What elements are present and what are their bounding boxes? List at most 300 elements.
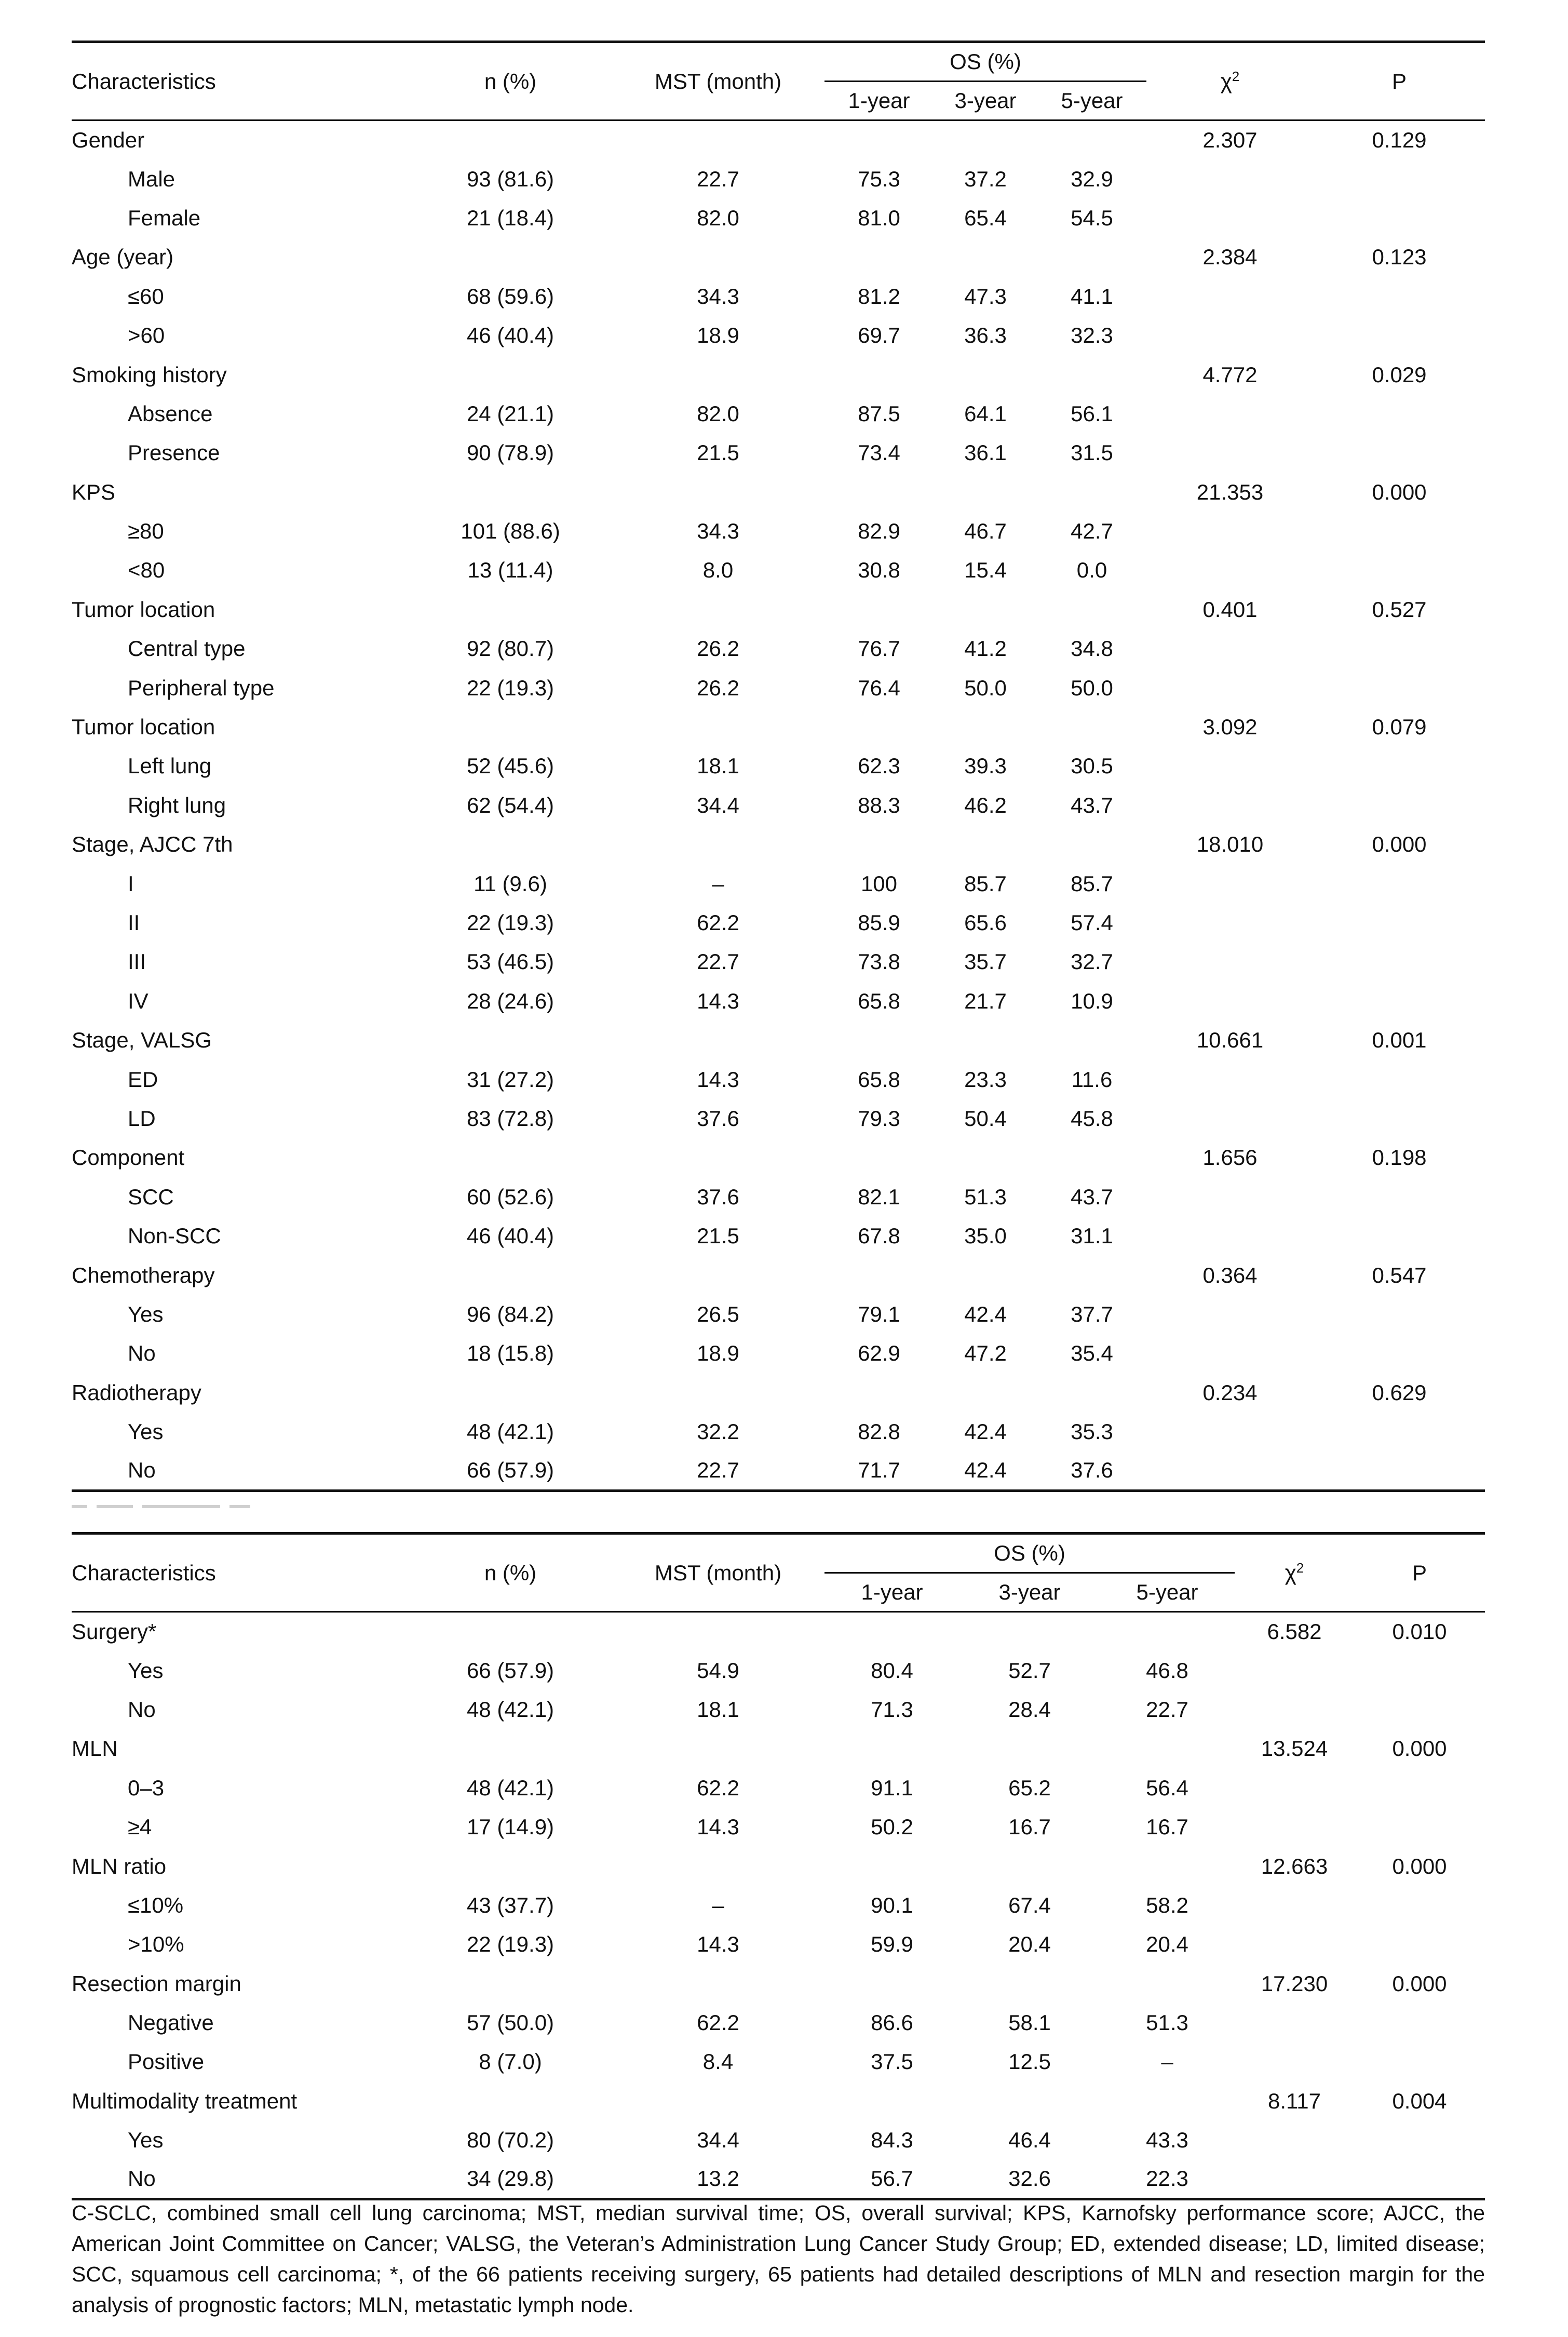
cell-n — [409, 238, 612, 277]
cell-chi2: 10.661 — [1196, 1028, 1264, 1053]
cell-y5: 16.7 — [1146, 1815, 1188, 1839]
cell-y3: 47.3 — [964, 284, 1007, 308]
table-row — [72, 747, 1485, 786]
cell-n: 46 (40.4) — [466, 1224, 555, 1248]
cell-y5: 41.1 — [1071, 284, 1113, 308]
cell-y1: 80.4 — [871, 1658, 913, 1683]
cell-mst — [612, 1256, 824, 1295]
header-mst: MST (month) — [654, 69, 782, 93]
cell-y5: 57.4 — [1071, 910, 1113, 935]
cell-y1: 73.8 — [858, 949, 900, 974]
cell-p — [1314, 903, 1485, 942]
cell-y1 — [824, 1138, 934, 1177]
cell-y1 — [824, 355, 934, 394]
cell-y1: 56.7 — [871, 2166, 913, 2191]
cell-p — [1314, 394, 1485, 433]
cell-y5: 31.1 — [1071, 1224, 1113, 1248]
table-row — [72, 864, 1485, 903]
cell-y5: 37.6 — [1071, 1458, 1113, 1483]
cell-mst: – — [712, 871, 724, 896]
cell-y1 — [824, 1373, 934, 1412]
cell-chi2 — [1146, 1412, 1314, 1451]
cell-y1 — [824, 1729, 959, 1768]
cell-y1: 82.8 — [858, 1419, 900, 1444]
cell-chi2 — [1146, 1177, 1314, 1216]
cell-y1: 65.8 — [858, 988, 900, 1013]
cell-y1 — [824, 1020, 934, 1059]
cell-p — [1314, 1334, 1485, 1373]
header-5-year: 5-year — [1136, 1580, 1198, 1604]
table-row — [72, 2003, 1485, 2042]
cell-y5 — [1037, 1373, 1146, 1412]
cell-label: Yes — [128, 1419, 164, 1444]
cell-mst: 62.2 — [697, 910, 739, 935]
table-body-1 — [72, 120, 1485, 1491]
cell-y5 — [1037, 473, 1146, 512]
table-group-row — [72, 2081, 1485, 2120]
cell-p — [1354, 2043, 1485, 2081]
cell-y3 — [934, 1138, 1037, 1177]
cell-y3: 42.4 — [964, 1301, 1007, 1326]
cell-y5: 32.9 — [1071, 166, 1113, 191]
cell-n: 34 (29.8) — [466, 2166, 555, 2191]
table-row — [72, 1334, 1485, 1373]
cell-label: Non-SCC — [128, 1224, 221, 1248]
cell-n: 31 (27.2) — [466, 1067, 555, 1092]
cell-n: 24 (21.1) — [466, 401, 555, 426]
cell-p — [1354, 2160, 1485, 2199]
header-mst: MST (month) — [654, 1560, 782, 1585]
table-row — [72, 1060, 1485, 1099]
cell-mst — [612, 1612, 824, 1651]
cell-p: 0.629 — [1372, 1380, 1427, 1405]
cell-y1 — [824, 473, 934, 512]
cell-y5: 43.7 — [1071, 1184, 1113, 1209]
table-group-row — [72, 1256, 1485, 1295]
header-chi2: $\chi^2$ — [1285, 1560, 1304, 1585]
cell-label: Age (year) — [72, 245, 174, 270]
cell-label: MLN ratio — [72, 1854, 167, 1878]
cell-chi2: 13.524 — [1261, 1736, 1328, 1761]
cell-p — [1314, 1412, 1485, 1451]
cell-y5 — [1100, 1964, 1235, 2003]
cell-y5: 43.3 — [1146, 2128, 1188, 2153]
cell-chi2: 0.234 — [1202, 1380, 1258, 1405]
cell-p — [1354, 1925, 1485, 1964]
table-group-row — [72, 238, 1485, 277]
cell-y3: 46.4 — [1008, 2128, 1051, 2153]
cell-p — [1314, 943, 1485, 982]
cell-y1: 82.1 — [858, 1184, 900, 1209]
cell-chi2 — [1146, 159, 1314, 198]
cell-y1: 76.7 — [858, 636, 900, 661]
cell-y1: 65.8 — [858, 1067, 900, 1092]
cell-n — [409, 1964, 612, 2003]
cell-chi2 — [1235, 2121, 1354, 2160]
cell-n — [409, 1847, 612, 1886]
cell-label: Central type — [128, 636, 246, 661]
cell-chi2 — [1146, 512, 1314, 550]
cell-label: IV — [128, 988, 148, 1013]
cell-mst: 18.1 — [697, 1697, 739, 1722]
cell-p — [1314, 786, 1485, 825]
cell-label: >10% — [128, 1932, 184, 1957]
cell-y1: 91.1 — [871, 1775, 913, 1800]
cell-p — [1314, 864, 1485, 903]
cell-n — [409, 1373, 612, 1412]
cell-p — [1314, 982, 1485, 1020]
cell-n: 18 (15.8) — [466, 1341, 555, 1366]
cell-y1: 73.4 — [858, 440, 900, 465]
cell-y1: 85.9 — [858, 910, 900, 935]
cell-label: Absence — [128, 401, 213, 426]
table-row — [72, 1925, 1485, 1964]
cell-y3 — [959, 1612, 1100, 1651]
cell-n: 90 (78.9) — [466, 440, 555, 465]
cell-y5: 54.5 — [1071, 205, 1113, 230]
cell-p — [1314, 434, 1485, 473]
cell-label: ≥4 — [128, 1815, 152, 1839]
cell-y1 — [824, 1612, 959, 1651]
cell-y3: 20.4 — [1008, 1932, 1051, 1957]
cell-y3: 36.1 — [964, 440, 1007, 465]
cell-y3: 41.2 — [964, 636, 1007, 661]
cell-n: 66 (57.9) — [466, 1458, 555, 1483]
cell-mst — [612, 120, 824, 159]
cell-p — [1354, 1807, 1485, 1846]
cell-n — [409, 473, 612, 512]
header-p: P — [1412, 1560, 1427, 1585]
cell-y5: 32.3 — [1071, 323, 1113, 348]
table-group-row — [72, 355, 1485, 394]
cell-n: 57 (50.0) — [466, 2010, 555, 2035]
cell-y1: 71.7 — [858, 1458, 900, 1483]
header-os: OS (%) — [824, 42, 1146, 82]
cell-y3: 65.4 — [964, 205, 1007, 230]
cell-y3: 16.7 — [1008, 1815, 1051, 1839]
cell-mst: 22.7 — [697, 949, 739, 974]
cell-p — [1314, 1099, 1485, 1138]
cell-chi2 — [1235, 1886, 1354, 1925]
table-group-row — [72, 1373, 1485, 1412]
cell-p: 0.547 — [1372, 1262, 1427, 1287]
table-row — [72, 394, 1485, 433]
cell-n: 48 (42.1) — [466, 1775, 555, 1800]
cell-n — [409, 1612, 612, 1651]
cell-n — [409, 1256, 612, 1295]
cell-y1: 82.9 — [858, 519, 900, 544]
cell-n: 8 (7.0) — [479, 2049, 542, 2074]
table-row — [72, 2160, 1485, 2199]
cell-n: 52 (45.6) — [466, 754, 555, 778]
cell-label: Negative — [128, 2010, 214, 2035]
cell-p — [1354, 1768, 1485, 1807]
cell-mst: 21.5 — [697, 440, 739, 465]
cell-y1 — [824, 2081, 959, 2120]
header-characteristics: Characteristics — [72, 1560, 216, 1585]
cell-y1: 100 — [860, 871, 898, 896]
cell-label: Stage, AJCC 7th — [72, 832, 233, 857]
cell-chi2: 21.353 — [1196, 479, 1264, 504]
table-row — [72, 159, 1485, 198]
cell-y3: 37.2 — [964, 166, 1007, 191]
cell-chi2 — [1146, 1334, 1314, 1373]
table-row — [72, 198, 1485, 237]
cell-mst: 26.2 — [697, 636, 739, 661]
cell-y3: 50.4 — [964, 1106, 1007, 1131]
cell-label: <80 — [128, 558, 165, 583]
cell-p — [1314, 629, 1485, 668]
cell-label: Smoking history — [72, 362, 227, 387]
cell-y5: 22.3 — [1146, 2166, 1188, 2191]
cell-y1 — [824, 707, 934, 746]
cell-p: 0.198 — [1372, 1145, 1427, 1170]
cell-y1 — [824, 825, 934, 864]
cell-n — [409, 2081, 612, 2120]
cell-y5: 58.2 — [1146, 1892, 1188, 1917]
cell-mst: 26.5 — [697, 1301, 739, 1326]
cell-chi2 — [1146, 1099, 1314, 1138]
cell-label: Left lung — [128, 754, 212, 778]
cell-mst: 14.3 — [697, 1932, 739, 1957]
cell-y3 — [934, 590, 1037, 629]
table-row — [72, 1216, 1485, 1255]
cell-y3: 64.1 — [964, 401, 1007, 426]
cell-mst: 18.9 — [697, 323, 739, 348]
cell-n — [409, 120, 612, 159]
cell-chi2 — [1146, 1452, 1314, 1490]
table-row — [72, 2121, 1485, 2160]
cell-n: 48 (42.1) — [466, 1697, 555, 1722]
cell-y3: 21.7 — [964, 988, 1007, 1013]
cell-chi2 — [1146, 551, 1314, 590]
cell-n: 22 (19.3) — [466, 1932, 555, 1957]
cell-n: 80 (70.2) — [466, 2128, 555, 2153]
cell-p — [1354, 1886, 1485, 1925]
cell-label: LD — [128, 1106, 156, 1131]
cell-p: 0.001 — [1372, 1028, 1427, 1053]
cell-label: Yes — [128, 1301, 164, 1326]
cell-y3 — [959, 1729, 1100, 1768]
cell-y3 — [934, 355, 1037, 394]
cell-y1 — [824, 238, 934, 277]
cell-y3: 46.2 — [964, 793, 1007, 817]
table-group-row — [72, 1729, 1485, 1768]
cell-p: 0.123 — [1372, 245, 1427, 270]
cell-n: 66 (57.9) — [466, 1658, 555, 1683]
cell-y1 — [824, 120, 934, 159]
cell-p — [1354, 1651, 1485, 1690]
cell-y5: 10.9 — [1071, 988, 1113, 1013]
cell-y1: 62.9 — [858, 1341, 900, 1366]
cell-p: 0.010 — [1392, 1619, 1447, 1644]
cell-n: 28 (24.6) — [466, 988, 555, 1013]
cell-chi2 — [1146, 668, 1314, 707]
cell-label: ≤10% — [128, 1892, 184, 1917]
cell-y3: 46.7 — [964, 519, 1007, 544]
cell-mst: 22.7 — [697, 166, 739, 191]
header-1-year: 1-year — [848, 88, 910, 113]
table-row — [72, 1651, 1485, 1690]
cell-n — [409, 1138, 612, 1177]
cell-chi2 — [1146, 629, 1314, 668]
cell-n: 83 (72.8) — [466, 1106, 555, 1131]
cell-mst — [612, 590, 824, 629]
cell-mst: 62.2 — [697, 2010, 739, 2035]
cell-y3: 47.2 — [964, 1341, 1007, 1366]
table-group-row — [72, 1020, 1485, 1059]
cell-y1: 59.9 — [871, 1932, 913, 1957]
cell-label: Chemotherapy — [72, 1262, 215, 1287]
cell-y1 — [824, 1847, 959, 1886]
cell-y3 — [934, 1373, 1037, 1412]
cell-label: Presence — [128, 440, 220, 465]
cell-y5 — [1037, 355, 1146, 394]
cell-y3: 32.6 — [1008, 2166, 1051, 2191]
cell-n: 92 (80.7) — [466, 636, 555, 661]
cell-p — [1314, 316, 1485, 355]
cell-label: Peripheral type — [128, 675, 275, 700]
cell-mst: 62.2 — [697, 1775, 739, 1800]
cell-y1: 75.3 — [858, 166, 900, 191]
cell-label: ≥80 — [128, 519, 164, 544]
cell-y3 — [934, 473, 1037, 512]
cell-y3: 42.4 — [964, 1419, 1007, 1444]
cell-n: 60 (52.6) — [466, 1184, 555, 1209]
cell-mst — [612, 2081, 824, 2120]
cell-mst — [612, 1964, 824, 2003]
cell-y5: 34.8 — [1071, 636, 1113, 661]
cell-p — [1314, 1177, 1485, 1216]
cell-chi2 — [1146, 1216, 1314, 1255]
cell-chi2: 18.010 — [1196, 832, 1264, 857]
cell-y1: 81.0 — [858, 205, 900, 230]
table-row — [72, 277, 1485, 316]
cell-mst: 8.4 — [702, 2049, 734, 2074]
cell-y3: 23.3 — [964, 1067, 1007, 1092]
cell-mst: 14.3 — [697, 988, 739, 1013]
cell-n: 22 (19.3) — [466, 675, 555, 700]
cell-n — [409, 1729, 612, 1768]
cell-y3: 35.7 — [964, 949, 1007, 974]
header-3-year: 3-year — [998, 1580, 1061, 1604]
table-row — [72, 1690, 1485, 1729]
table-row — [72, 903, 1485, 942]
cell-y3: 65.2 — [1008, 1775, 1051, 1800]
cell-y3: 36.3 — [964, 323, 1007, 348]
cell-y5: 37.7 — [1071, 1301, 1113, 1326]
cell-chi2: 2.307 — [1202, 127, 1258, 152]
cell-p — [1314, 747, 1485, 786]
cell-y3: 35.0 — [964, 1224, 1007, 1248]
header-chi2: $\chi^2$ — [1220, 68, 1240, 93]
cell-chi2: 2.384 — [1202, 245, 1258, 270]
cell-chi2 — [1146, 903, 1314, 942]
cell-label: Gender — [72, 127, 145, 152]
header-n: n (%) — [484, 1560, 537, 1585]
cell-mst: 34.4 — [697, 2128, 739, 2153]
table-row — [72, 1452, 1485, 1490]
cell-y1 — [824, 1964, 959, 2003]
cell-p: 0.079 — [1372, 715, 1427, 740]
cell-label: No — [128, 1341, 156, 1366]
cell-p — [1314, 1295, 1485, 1334]
cell-y1: 81.2 — [858, 284, 900, 308]
cell-n: 53 (46.5) — [466, 949, 555, 974]
cell-label: Resection margin — [72, 1971, 241, 1996]
cell-n: 22 (19.3) — [466, 910, 555, 935]
cell-label: KPS — [72, 479, 116, 504]
cell-label: Positive — [128, 2049, 205, 2074]
cell-y5 — [1100, 1612, 1235, 1651]
cell-y1: 79.1 — [858, 1301, 900, 1326]
cell-n — [409, 1020, 612, 1059]
cell-label: Yes — [128, 2128, 164, 2153]
cell-label: Stage, VALSG — [72, 1028, 212, 1053]
cell-mst: 37.6 — [697, 1184, 739, 1209]
cell-chi2 — [1235, 2003, 1354, 2042]
cell-chi2 — [1235, 1651, 1354, 1690]
table-row — [72, 786, 1485, 825]
table-row — [72, 668, 1485, 707]
cell-y3: 67.4 — [1008, 1892, 1051, 1917]
header-characteristics: Characteristics — [72, 69, 216, 93]
cell-p — [1314, 1216, 1485, 1255]
cell-y5: 42.7 — [1071, 519, 1113, 544]
cell-mst — [612, 1729, 824, 1768]
cell-n: 21 (18.4) — [466, 205, 555, 230]
cell-chi2: 4.772 — [1202, 362, 1258, 387]
cell-y5: 56.4 — [1146, 1775, 1188, 1800]
cell-chi2 — [1235, 1807, 1354, 1846]
cell-y1: 67.8 — [858, 1224, 900, 1248]
cell-label: Female — [128, 205, 201, 230]
cell-mst — [612, 238, 824, 277]
cell-p: 0.004 — [1392, 2088, 1447, 2113]
table-row — [72, 1177, 1485, 1216]
cell-mst — [612, 1373, 824, 1412]
cell-chi2 — [1146, 747, 1314, 786]
cell-y5: 30.5 — [1071, 754, 1113, 778]
cell-chi2 — [1146, 982, 1314, 1020]
cell-y3 — [934, 1020, 1037, 1059]
cell-label: ED — [128, 1067, 158, 1092]
cell-p — [1354, 2003, 1485, 2042]
cell-p — [1314, 551, 1485, 590]
cell-chi2 — [1235, 1925, 1354, 1964]
cell-label: ≤60 — [128, 284, 164, 308]
cell-y3 — [934, 120, 1037, 159]
cell-mst — [612, 1138, 824, 1177]
cell-label: II — [128, 910, 140, 935]
cell-label: III — [128, 949, 146, 974]
cell-y3 — [959, 2081, 1100, 2120]
cell-chi2 — [1146, 434, 1314, 473]
cell-chi2: 0.401 — [1202, 597, 1258, 622]
cell-chi2: 0.364 — [1202, 1262, 1258, 1287]
cell-y1: 84.3 — [871, 2128, 913, 2153]
cell-n: 46 (40.4) — [466, 323, 555, 348]
cell-y1: 79.3 — [858, 1106, 900, 1131]
cell-label: MLN — [72, 1736, 118, 1761]
table-row — [72, 1768, 1485, 1807]
cell-y5: 20.4 — [1146, 1932, 1188, 1957]
cell-n: 68 (59.6) — [466, 284, 555, 308]
cell-mst: 54.9 — [697, 1658, 739, 1683]
cell-y5 — [1037, 238, 1146, 277]
cell-label: I — [128, 871, 134, 896]
table-row — [72, 982, 1485, 1020]
